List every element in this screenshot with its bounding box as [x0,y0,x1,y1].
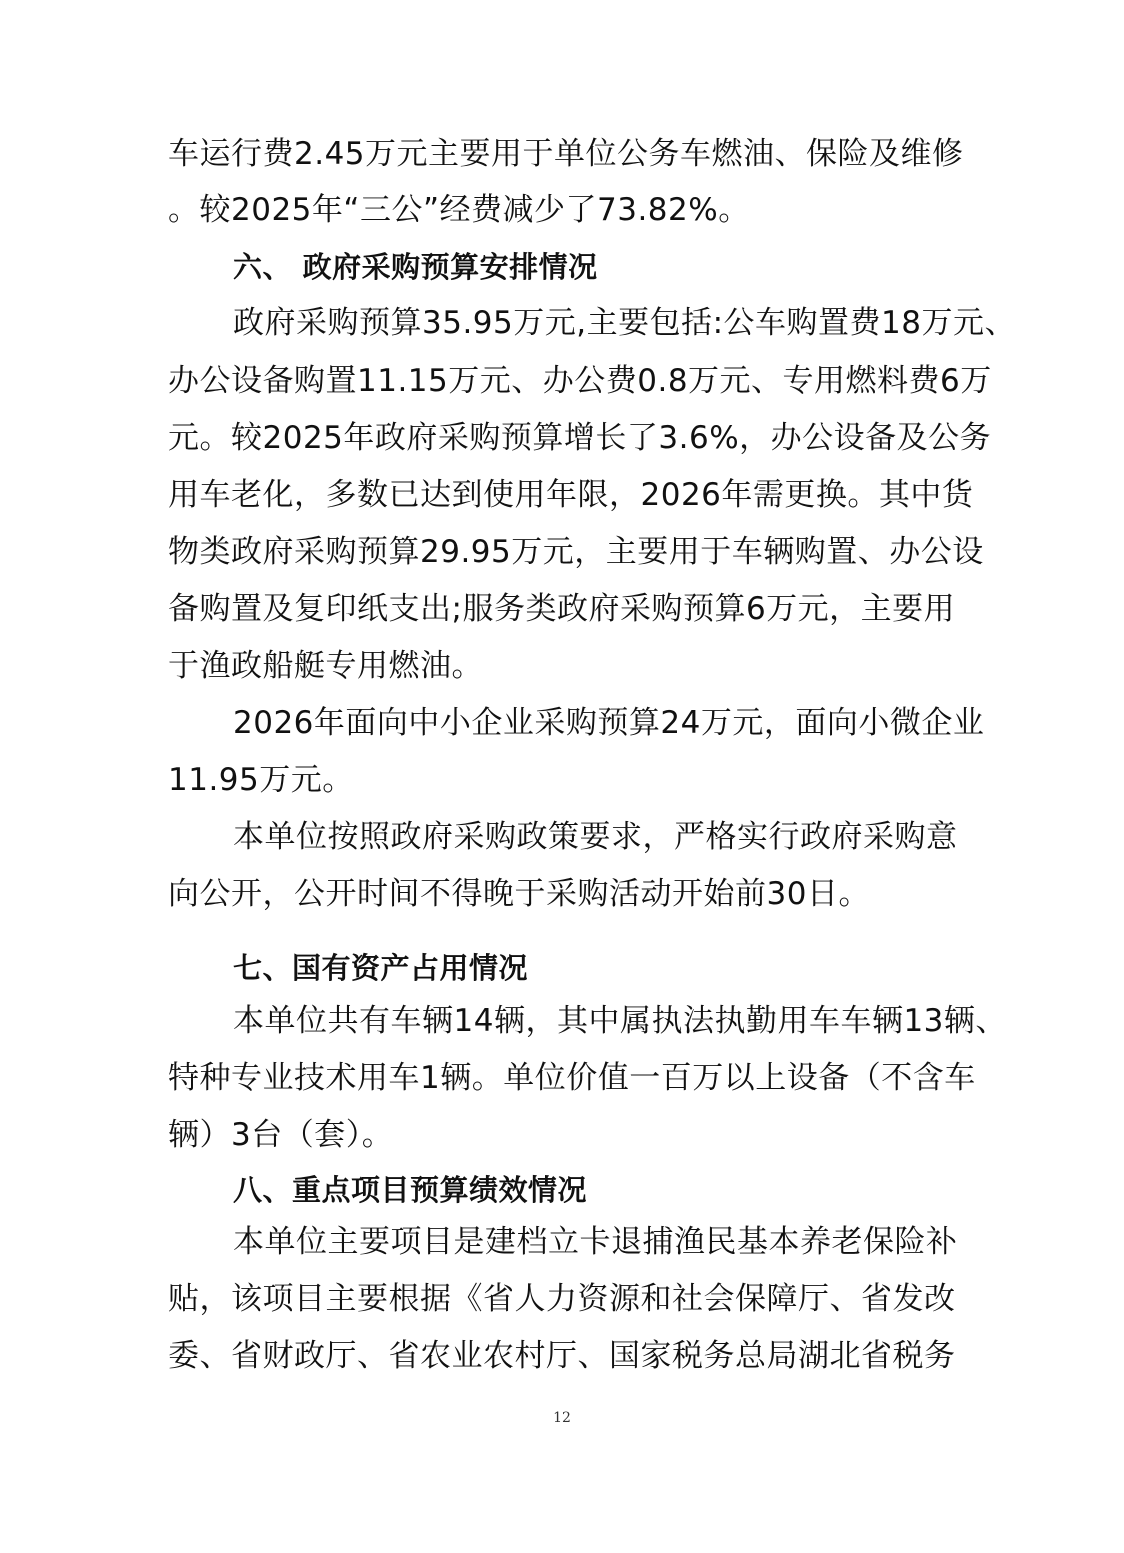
body-line: 政府采购预算35.95万元,主要包括:公车购置费18万元、 [233,305,1016,341]
body-line: 辆）3台（套）。 [168,1117,394,1153]
body-line: 。较2025年“三公”经费减少了73.82%。 [168,192,750,228]
body-line: 办公设备购置11.15万元、办公费0.8万元、专用燃料费6万 [168,363,992,399]
body-line: 11.95万元。 [168,762,354,798]
body-line: 元。较2025年政府采购预算增长了3.6%，办公设备及公务 [168,420,992,456]
page-number: 12 [553,1410,571,1426]
body-line: 特种专业技术用车1辆。单位价值一百万以上设备（不含车 [168,1060,976,1096]
body-line: 委、省财政厅、省农业农村厅、国家税务总局湖北省税务 [168,1338,956,1374]
section-heading-6: 六、 政府采购预算安排情况 [233,250,598,284]
body-line: 本单位共有车辆14辆，其中属执法执勤用车车辆13辆、 [233,1003,1007,1039]
body-line: 车运行费2.45万元主要用于单位公务车燃油、保险及维修 [168,136,964,172]
body-line: 用车老化，多数已达到使用年限，2026年需更换。其中货 [168,477,974,513]
section-heading-7: 七、国有资产占用情况 [233,951,529,985]
body-line: 于渔政船艇专用燃油。 [168,648,483,684]
body-line: 备购置及复印纸支出;服务类政府采购预算6万元，主要用 [168,591,956,627]
body-line: 物类政府采购预算29.95万元，主要用于车辆购置、办公设 [168,534,984,570]
body-line: 2026年面向中小企业采购预算24万元，面向小微企业 [233,705,985,741]
body-line: 向公开，公开时间不得晚于采购活动开始前30日。 [168,876,870,912]
body-line: 本单位按照政府采购政策要求，严格实行政府采购意 [233,819,958,855]
body-line: 本单位主要项目是建档立卡退捕渔民基本养老保险补 [233,1224,958,1260]
body-line: 贴，该项目主要根据《省人力资源和社会保障厅、省发改 [168,1281,956,1317]
section-heading-8: 八、重点项目预算绩效情况 [233,1173,588,1207]
